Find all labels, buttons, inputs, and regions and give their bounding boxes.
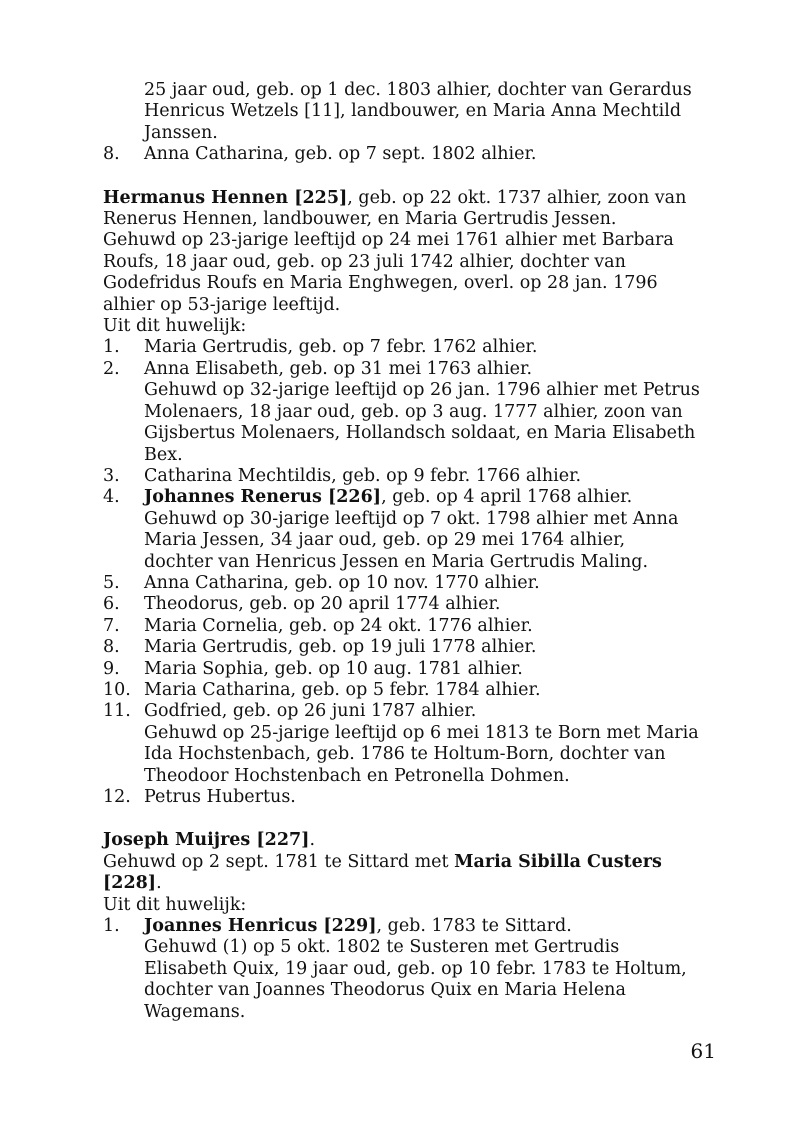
text-line: [103, 852, 703, 873]
item-text: [144, 916, 703, 937]
person-name: Joseph Muijres [227]: [103, 830, 310, 851]
text-fragment: .: [309, 830, 316, 851]
item-text: Anna Catharina, geb. op 10 nov. 1770 alhier.: [144, 572, 540, 593]
text-fragment: Gehuwd op 2 sept. 1781 te Sittard met: [103, 851, 455, 872]
spouse-id: [228]: [103, 873, 157, 894]
item-number: 3.: [103, 465, 120, 486]
text-line: Godefridus Roufs en Maria Enghwegen, overl. op 28 jan. 1796: [103, 273, 658, 294]
text-line: Uit dit huwelijk:: [103, 316, 247, 337]
item-text: Petrus Hubertus.: [144, 787, 296, 807]
item-text: Maria Sophia, geb. op 10 aug. 1781 alhier.: [144, 658, 523, 679]
list-item: [103, 337, 703, 358]
text-fragment: , geb. 1783 te Sittard.: [376, 916, 572, 937]
person-name: Joannes Henricus [229]: [144, 916, 377, 937]
list-item: [103, 594, 703, 615]
text-line: Henricus Wetzels [11], landbouwer, en Maria Anna Mechtild: [144, 101, 682, 122]
item-text: Ida Hochstenbach, geb. 1786 te Holtum-Born, dochter van: [144, 744, 666, 765]
list-item: [103, 701, 703, 787]
list-item: [103, 616, 703, 637]
text-line: Gehuwd op 23-jarige leeftijd op 24 mei 1761 alhier met Barbara: [103, 230, 674, 251]
item-text: Wagemans.: [144, 1001, 246, 1022]
person-name: Hermanus Hennen [225]: [103, 187, 348, 208]
text-line: Uit dit huwelijk:: [103, 894, 247, 915]
item-text: Maria Gertrudis, geb. op 7 febr. 1762 alhier.: [144, 337, 538, 358]
list-item: [103, 573, 703, 594]
entry-heading-line: [103, 188, 703, 209]
text-line: 25 jaar oud, geb. op 1 dec. 1803 alhier, dochter van Gerardus: [144, 80, 692, 100]
item-text: Maria Cornelia, geb. op 24 okt. 1776 alhier.: [144, 615, 533, 636]
list-item: [103, 359, 703, 466]
list-item: [103, 787, 703, 808]
list-item: [103, 466, 703, 487]
item-text: dochter van Joannes Theodorus Quix en Maria Helena: [144, 980, 626, 1001]
item-text: Bex.: [144, 444, 183, 465]
item-text: Elisabeth Quix, 19 jaar oud, geb. op 10 febr. 1783 te Holtum,: [144, 958, 687, 979]
item-text: Molenaers, 18 jaar oud, geb. op 3 aug. 1777 alhier, zoon van: [144, 401, 683, 422]
list-item: [103, 916, 703, 1023]
genealogy-entry-225: [103, 188, 703, 809]
item-number: 9.: [103, 658, 120, 679]
text-line: Roufs, 18 jaar oud, geb. op 23 juli 1742 alhier, dochter van: [103, 251, 626, 272]
item-text: Maria Jessen, 34 jaar oud, geb. op 29 mei 1764 alhier,: [144, 530, 626, 551]
item-number: 5.: [103, 572, 120, 593]
item-number: 7.: [103, 615, 120, 636]
item-number: 4.: [103, 487, 120, 508]
item-number: 10.: [103, 679, 131, 700]
item-text: Catharina Mechtildis, geb. op 9 febr. 1766 alhier.: [144, 465, 582, 486]
item-text: Gijsbertus Molenaers, Hollandsch soldaat, en Maria Elisabeth: [144, 423, 696, 444]
text-fragment: .: [156, 873, 162, 894]
genealogy-entry-227: [103, 830, 703, 1023]
page-content: [103, 80, 703, 1023]
item-text: Theodoor Hochstenbach en Petronella Dohmen.: [144, 765, 570, 786]
text-line: alhier op 53-jarige leeftijd.: [103, 294, 341, 315]
list-item: [103, 144, 703, 165]
item-text: Theodorus, geb. op 20 april 1774 alhier.: [144, 594, 501, 615]
list-item: [103, 637, 703, 658]
item-number: 1.: [103, 916, 120, 937]
entry-heading-line: [103, 830, 703, 851]
item-number: 1.: [103, 337, 120, 358]
text-fragment: , geb. op 4 april 1768 alhier.: [381, 487, 633, 508]
item-text: Maria Catharina, geb. op 5 febr. 1784 alhier.: [144, 679, 541, 700]
item-text: Gehuwd (1) op 5 okt. 1802 te Susteren met Gertrudis: [144, 937, 620, 958]
item-text: Gehuwd op 25-jarige leeftijd op 6 mei 1813 te Born met Maria: [144, 722, 699, 743]
person-name: Johannes Renerus [226]: [144, 487, 382, 508]
item-text: Gehuwd op 30-jarige leeftijd op 7 okt. 1798 alhier met Anna: [144, 508, 679, 529]
item-text: Gehuwd op 32-jarige leeftijd op 26 jan. 1796 alhier met Petrus: [144, 380, 700, 401]
item-number: 8.: [103, 637, 120, 658]
list-item: [103, 487, 703, 573]
spouse-name: Maria Sibilla Custers: [454, 851, 662, 872]
list-item: [103, 680, 703, 701]
item-number: 11.: [103, 701, 131, 722]
item-text: Anna Elisabeth, geb. op 31 mei 1763 alhier.: [144, 358, 533, 379]
list-item: [103, 659, 703, 680]
text-line: [103, 873, 703, 894]
item-text: Godfried, geb. op 26 juni 1787 alhier.: [144, 701, 477, 722]
item-text: [144, 487, 703, 508]
item-number: 8.: [103, 144, 120, 165]
continuation-text: [103, 80, 703, 144]
item-number: 2.: [103, 358, 120, 379]
text-line: Janssen.: [144, 122, 218, 143]
item-text: dochter van Henricus Jessen en Maria Gertrudis Maling.: [144, 551, 649, 572]
text-fragment: , geb. op 22 okt. 1737 alhier, zoon van: [347, 187, 687, 208]
item-number: 6.: [103, 594, 120, 615]
item-text: Maria Gertrudis, geb. op 19 juli 1778 alhier.: [144, 637, 537, 658]
item-text: Anna Catharina, geb. op 7 sept. 1802 alhier.: [144, 144, 537, 165]
page-number: 61: [690, 1039, 716, 1063]
item-number: 12.: [103, 787, 131, 807]
text-line: Renerus Hennen, landbouwer, en Maria Gertrudis Jessen.: [103, 209, 617, 230]
